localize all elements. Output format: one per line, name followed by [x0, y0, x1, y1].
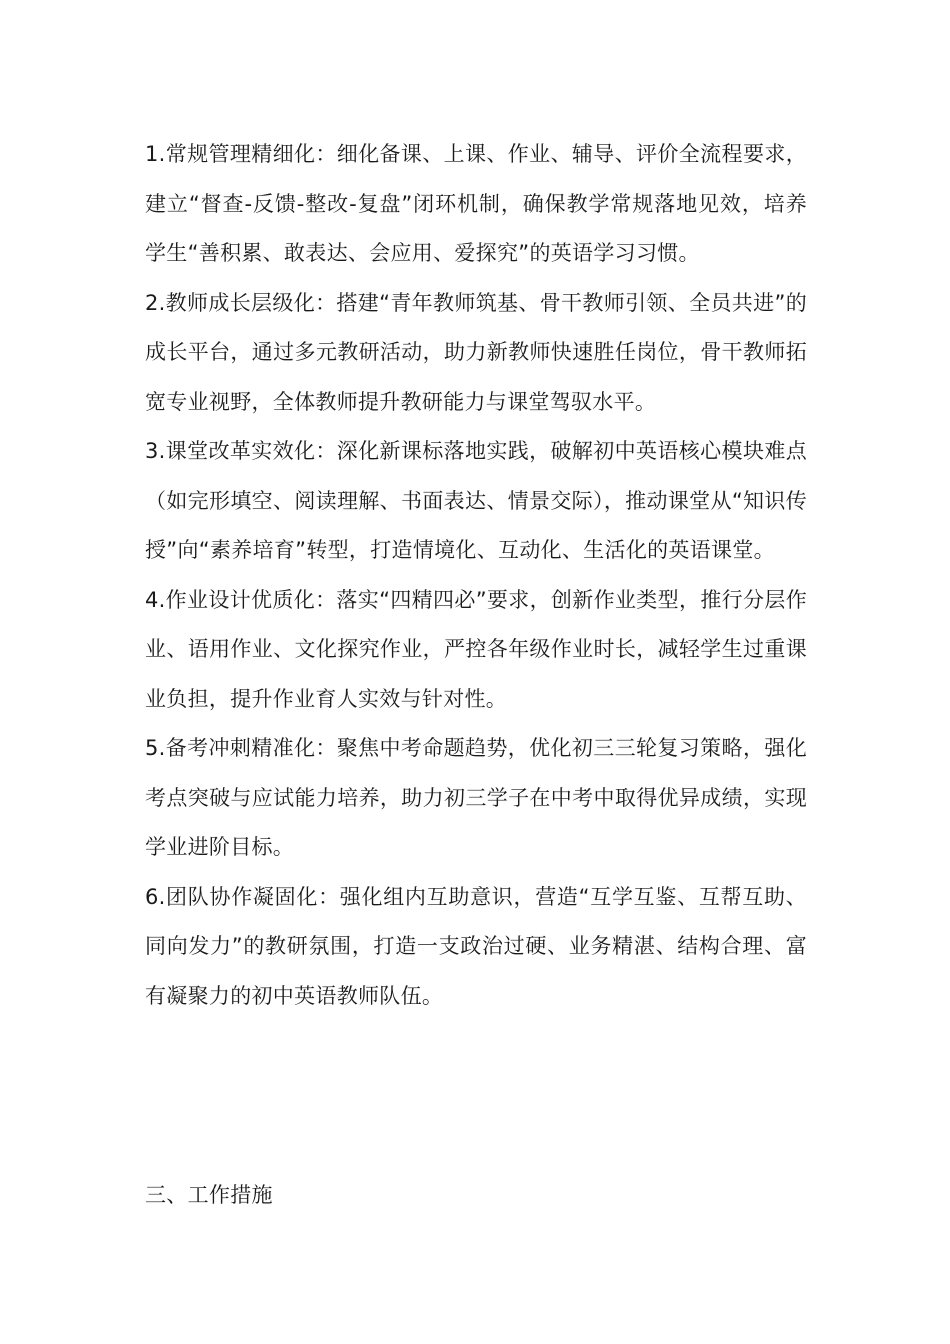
goal-number: 5.: [145, 736, 166, 760]
goal-text: 备考冲刺精准化：聚焦中考命题趋势，优化初三三轮复习策略，强化考点突破与应试能力培养，助力初三学子在中考中取得优异成绩，实现学业进阶目标。: [145, 736, 807, 859]
goal-number: 2.: [145, 290, 166, 315]
goal-item-2: [145, 279, 807, 428]
goal-text: 作业设计优质化：落实“四精四必”要求，创新作业类型，推行分层作业、语用作业、文化探究作业，严控各年级作业时长，减轻学生过重课业负担，提升作业育人实效与针对性。: [145, 587, 807, 711]
goal-item-3: [145, 427, 807, 576]
goal-item-6: [145, 873, 807, 1022]
goal-list: [145, 130, 807, 1021]
goal-number: 1.: [145, 142, 166, 166]
goal-text: 常规管理精细化：细化备课、上课、作业、辅导、评价全流程要求，建立“督查-反馈-整改-复盘”闭环机制，确保教学常规落地见效，培养学生“善积累、敢表达、会应用、爱探究”的英语学习习惯。: [145, 142, 807, 265]
goal-item-4: [145, 576, 807, 725]
goal-item-5: [145, 724, 807, 873]
goal-text: 团队协作凝固化：强化组内互助意识，营造“互学互鉴、互帮互助、同向发力”的教研氛围，打造一支政治过硬、业务精湛、结构合理、富有凝聚力的初中英语教师队伍。: [145, 884, 807, 1008]
goal-item-1: [145, 130, 807, 279]
goal-number: 4.: [145, 587, 166, 612]
goal-text: 教师成长层级化：搭建“青年教师筑基、骨干教师引领、全员共进”的成长平台，通过多元教研活动，助力新教师快速胜任岗位，骨干教师拓宽专业视野，全体教师提升教研能力与课堂驾驭水平。: [145, 290, 807, 414]
goal-text: 课堂改革实效化：深化新课标落地实践，破解初中英语核心模块难点（如完形填空、阅读理解、书面表达、情景交际），推动课堂从“知识传授”向“素养培育”转型，打造情境化、互动化、生活化的英语课堂。: [145, 439, 807, 562]
section-heading: 三、工作措施: [145, 1183, 273, 1207]
goal-number: 6.: [145, 884, 166, 909]
goal-number: 3.: [145, 439, 166, 463]
